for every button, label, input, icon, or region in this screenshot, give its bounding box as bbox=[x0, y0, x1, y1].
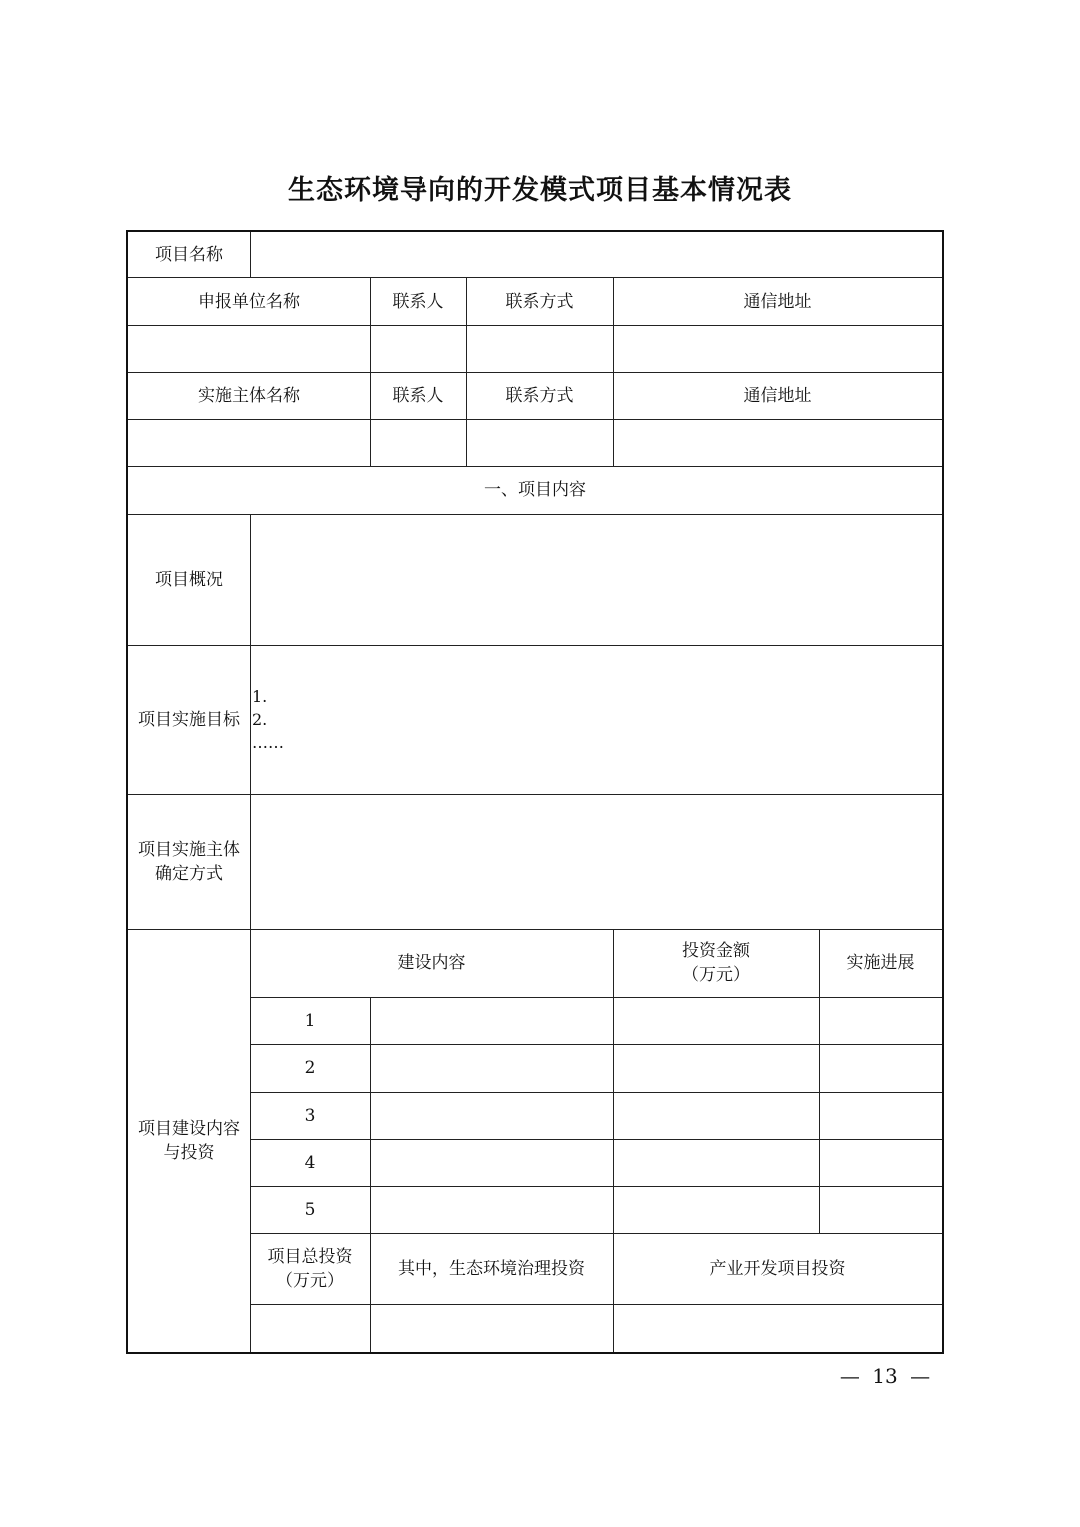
implementer-address-header: 通信地址 bbox=[743, 385, 812, 406]
applicant-address-header: 通信地址 bbox=[743, 291, 812, 312]
implementer-contact-method-header: 联系方式 bbox=[505, 385, 574, 406]
applicant-address-field[interactable] bbox=[613, 325, 942, 372]
applicant-contact-method-field[interactable] bbox=[466, 325, 613, 372]
project-name-label: 项目名称 bbox=[155, 245, 223, 265]
industry-investment-header: 产业开发项目投资 bbox=[709, 1258, 846, 1279]
applicant-unit-name-header: 申报单位名称 bbox=[198, 291, 300, 312]
implementer-unit-name-field[interactable] bbox=[128, 419, 370, 466]
implementer-contact-field[interactable] bbox=[370, 419, 466, 466]
implementer-address-field[interactable] bbox=[613, 419, 942, 466]
project-info-form bbox=[126, 230, 944, 1354]
item-number: 5 bbox=[304, 1199, 316, 1220]
applicant-unit-name-field[interactable] bbox=[128, 325, 370, 372]
project-name-field[interactable] bbox=[250, 232, 942, 278]
goals-item: …… bbox=[252, 733, 284, 752]
applicant-contact-field[interactable] bbox=[370, 325, 466, 372]
construction-content-header: 建设内容 bbox=[397, 953, 466, 973]
overview-field[interactable] bbox=[250, 514, 942, 645]
goals-item: 1. bbox=[252, 687, 268, 706]
page-title: 生态环境导向的开发模式项目基本情况表 bbox=[288, 175, 792, 206]
eco-investment-field[interactable] bbox=[370, 1304, 613, 1352]
implementer-method-label: 项目实施主体 确定方式 bbox=[138, 839, 240, 884]
investment-amount-header: 投资金额 （万元） bbox=[682, 941, 750, 985]
implementer-contact-method-field[interactable] bbox=[466, 419, 613, 466]
applicant-contact-method-header: 联系方式 bbox=[505, 291, 574, 312]
construction-investment-label: 项目建设内容 与投资 bbox=[138, 1118, 240, 1163]
industry-investment-field[interactable] bbox=[613, 1304, 942, 1352]
goals-label: 项目实施目标 bbox=[138, 709, 240, 730]
item-number: 4 bbox=[304, 1152, 316, 1173]
item-number: 3 bbox=[304, 1105, 316, 1126]
goals-item: 2. bbox=[252, 710, 268, 729]
overview-label: 项目概况 bbox=[155, 569, 223, 590]
goals-list[interactable] bbox=[252, 685, 284, 754]
item-number: 2 bbox=[304, 1058, 316, 1078]
applicant-contact-header: 联系人 bbox=[392, 291, 444, 312]
page-number: — 13 — bbox=[839, 1364, 931, 1388]
implementer-method-field[interactable] bbox=[250, 794, 942, 929]
progress-header: 实施进展 bbox=[846, 953, 915, 973]
section-one-heading: 一、项目内容 bbox=[484, 480, 586, 500]
total-investment-field[interactable] bbox=[250, 1304, 370, 1352]
eco-investment-header: 其中，生态环境治理投资 bbox=[398, 1258, 585, 1279]
implementer-contact-header: 联系人 bbox=[392, 385, 444, 406]
item-number: 1 bbox=[304, 1010, 316, 1031]
total-investment-header: 项目总投资 （万元） bbox=[267, 1246, 353, 1291]
implementer-unit-name-header: 实施主体名称 bbox=[198, 385, 300, 406]
